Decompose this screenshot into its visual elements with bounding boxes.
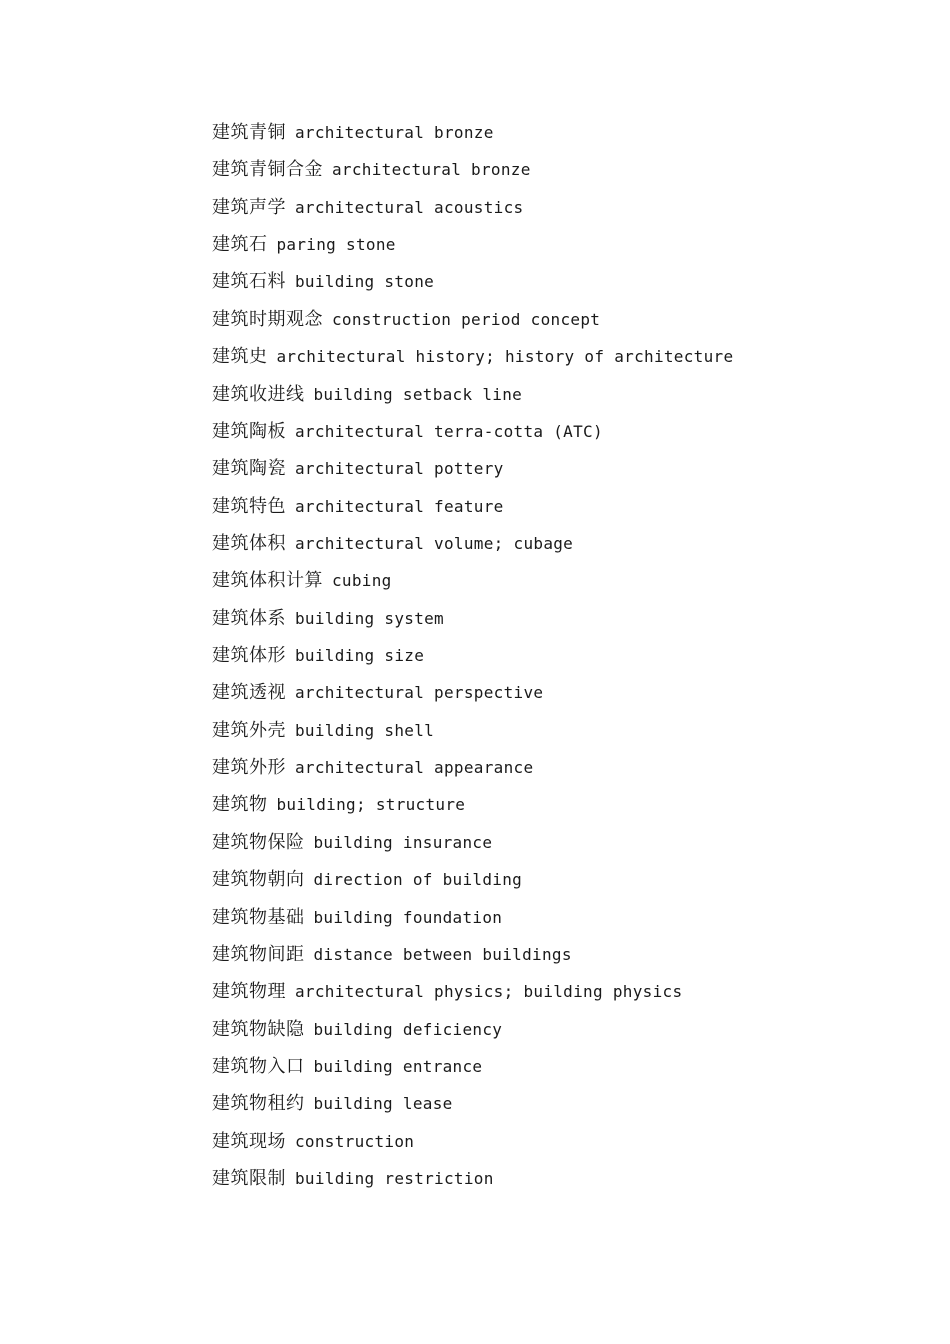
entry-definition: architectural feature	[295, 496, 504, 516]
entry-term: 建筑石料	[212, 271, 286, 293]
entry-definition: building deficiency	[313, 1019, 503, 1039]
entry-term: 建筑限制	[212, 1168, 286, 1190]
entry-term: 建筑青铜	[212, 122, 286, 143]
entry-term: 建筑体系	[212, 607, 286, 629]
entry-definition: architectural pottery	[295, 459, 504, 479]
glossary-entry	[212, 1011, 733, 1048]
entry-definition: building foundation	[313, 907, 503, 927]
entry-term: 建筑物租约	[212, 1093, 305, 1115]
entry-term: 建筑体积计算	[212, 570, 323, 592]
entry-definition: building system	[295, 608, 444, 628]
entry-term: 建筑物朝向	[212, 869, 305, 891]
entry-term: 建筑陶瓷	[212, 458, 286, 480]
glossary-entry	[212, 1160, 733, 1197]
entry-definition: building stone	[295, 272, 435, 292]
glossary-entry	[212, 301, 733, 338]
entry-term: 建筑体形	[212, 645, 286, 667]
entry-term: 建筑石	[212, 234, 268, 256]
entry-definition: architectural history; history of architecture	[276, 347, 734, 367]
entry-definition: architectural physics; building physics	[295, 982, 683, 1002]
entry-term: 建筑物理	[212, 981, 286, 1003]
glossary-entry	[212, 488, 733, 525]
glossary-entry	[212, 450, 733, 487]
glossary-entry	[212, 936, 733, 973]
entry-definition: cubing	[332, 571, 392, 591]
glossary-entry	[212, 712, 733, 749]
entry-definition: paring stone	[276, 235, 396, 255]
entry-definition: building restriction	[295, 1169, 494, 1189]
entry-definition: building shell	[295, 720, 435, 740]
glossary-entry	[212, 189, 733, 226]
glossary-entry	[212, 749, 733, 786]
entry-definition: architectural volume; cubage	[295, 533, 574, 553]
entry-term: 建筑史	[212, 346, 268, 368]
glossary-list	[212, 114, 733, 1197]
entry-definition: building lease	[313, 1094, 453, 1114]
entry-term: 建筑物	[212, 794, 268, 816]
entry-term: 建筑现场	[212, 1130, 286, 1152]
glossary-entry	[212, 413, 733, 450]
entry-definition: construction period concept	[332, 309, 601, 329]
glossary-entry	[212, 1123, 733, 1160]
glossary-entry	[212, 1085, 733, 1122]
entry-definition: architectural appearance	[295, 758, 534, 778]
glossary-entry	[212, 824, 733, 861]
glossary-entry	[212, 226, 733, 263]
entry-term: 建筑特色	[212, 495, 286, 517]
entry-definition: architectural acoustics	[295, 197, 524, 217]
glossary-entry	[212, 1048, 733, 1085]
entry-term: 建筑陶板	[212, 420, 286, 442]
glossary-entry	[212, 525, 733, 562]
glossary-entry	[212, 562, 733, 599]
glossary-entry	[212, 263, 733, 300]
entry-term: 建筑物缺隐	[212, 1018, 305, 1040]
glossary-entry	[212, 861, 733, 898]
glossary-entry	[212, 376, 733, 413]
entry-definition: building setback line	[313, 384, 523, 404]
entry-term: 建筑物保险	[212, 831, 305, 853]
entry-definition: architectural terra-cotta (ATC)	[295, 421, 603, 441]
entry-term: 建筑透视	[212, 682, 286, 704]
glossary-entry	[212, 973, 733, 1010]
entry-definition: architectural bronze	[332, 160, 531, 180]
entry-term: 建筑外形	[212, 757, 286, 779]
glossary-entry	[212, 899, 733, 936]
entry-term: 建筑时期观念	[212, 308, 323, 330]
glossary-entry	[212, 338, 733, 375]
entry-term: 建筑物间距	[212, 943, 305, 965]
entry-term: 建筑外壳	[212, 719, 286, 741]
entry-term: 建筑收进线	[212, 383, 305, 405]
entry-term: 建筑声学	[212, 196, 286, 218]
glossary-entry	[212, 114, 733, 151]
entry-definition: architectural bronze	[295, 123, 494, 142]
entry-definition: building; structure	[276, 795, 466, 815]
entry-definition: building insurance	[313, 832, 493, 852]
entry-definition: building size	[295, 646, 425, 666]
entry-definition: building entrance	[313, 1056, 483, 1076]
glossary-entry	[212, 786, 733, 823]
glossary-entry	[212, 674, 733, 711]
glossary-entry	[212, 600, 733, 637]
entry-definition: direction of building	[313, 870, 523, 890]
entry-term: 建筑体积	[212, 532, 286, 554]
entry-definition: architectural perspective	[295, 683, 544, 703]
glossary-entry	[212, 637, 733, 674]
entry-term: 建筑物基础	[212, 906, 305, 928]
entry-definition: distance between buildings	[313, 944, 572, 964]
glossary-entry	[212, 151, 733, 188]
entry-definition: construction	[295, 1131, 415, 1151]
entry-term: 建筑青铜合金	[212, 159, 323, 181]
entry-term: 建筑物入口	[212, 1055, 305, 1077]
